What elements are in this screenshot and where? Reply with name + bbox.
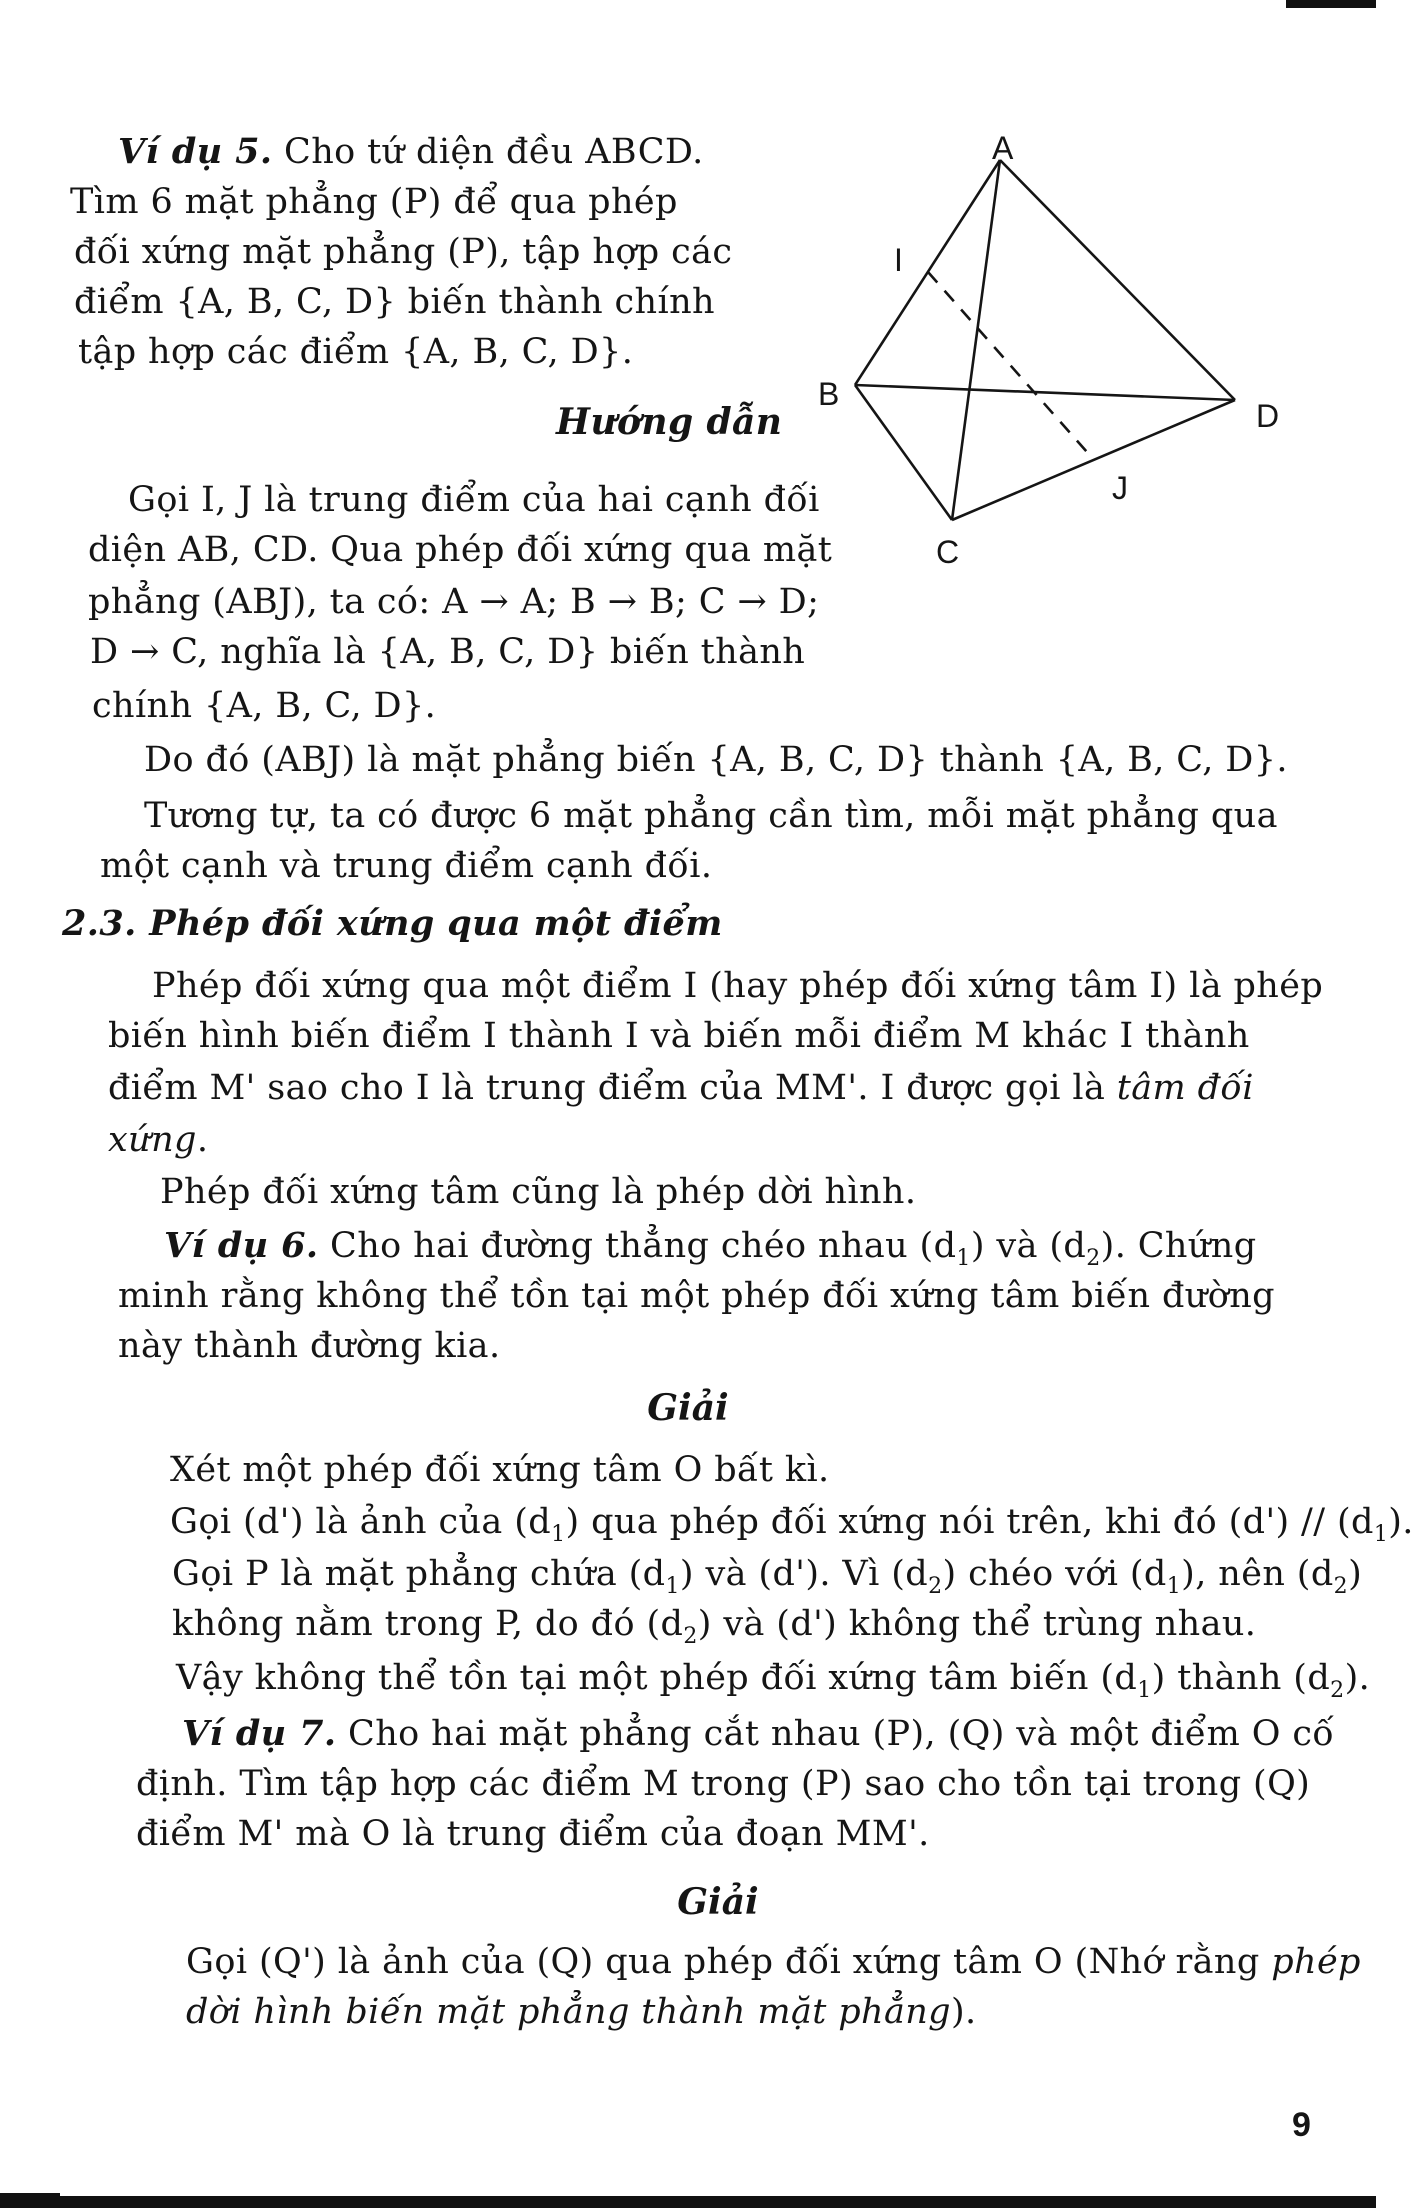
label-C: C xyxy=(936,534,960,570)
segment-IJ xyxy=(928,272,1094,460)
ex7-line-1 xyxy=(182,1712,1334,1756)
guide-line-4: D → C, nghĩa là {A, B, C, D} biến thành xyxy=(90,632,806,672)
ex5-line-5: tập hợp các điểm {A, B, C, D}. xyxy=(78,332,634,372)
sub-1: 1 xyxy=(665,1574,680,1599)
t: ). xyxy=(950,1992,977,2032)
sub-2: 2 xyxy=(1086,1246,1101,1271)
ex6-sol-2 xyxy=(170,1500,1414,1557)
edge-BC xyxy=(855,385,952,520)
ex5-line-4: điểm {A, B, C, D} biến thành chính xyxy=(74,282,715,322)
ex7-text: Cho hai mặt phẳng cắt nhau (P), (Q) và một điểm O cố xyxy=(336,1714,1335,1754)
t: Gọi (d') là ảnh của (d xyxy=(170,1502,552,1542)
ex7-sol-2 xyxy=(186,1990,977,2034)
scan-edge-top xyxy=(1286,0,1376,8)
t: ) và (d'). Vì (d xyxy=(679,1554,929,1594)
section-p2: Phép đối xứng tâm cũng là phép dời hình. xyxy=(160,1172,917,1212)
ex6-line-2: minh rằng không thể tồn tại một phép đối xứng tâm biến đường xyxy=(118,1276,1275,1316)
sub-2: 2 xyxy=(1330,1678,1345,1703)
t-italic: phép xyxy=(1271,1942,1361,1982)
sub-1: 1 xyxy=(551,1522,566,1547)
ex5-line-2: Tìm 6 mặt phẳng (P) để qua phép xyxy=(70,182,678,222)
t: Vậy không thể tồn tại một phép đối xứng tâm biến (d xyxy=(176,1658,1138,1698)
ex6-label: Ví dụ 6. xyxy=(164,1225,319,1266)
t: ). xyxy=(1344,1658,1371,1698)
label-I: I xyxy=(894,242,903,278)
ex5-line-1 xyxy=(118,130,704,174)
ex6-sol-5 xyxy=(176,1656,1370,1713)
t: ) qua phép đối xứng nói trên, khi đó (d') // (d xyxy=(565,1502,1374,1542)
ex6-text-c: ). Chứng xyxy=(1100,1226,1257,1266)
ex5-after-3: một cạnh và trung điểm cạnh đối. xyxy=(100,846,713,886)
guide-heading: Hướng dẫn xyxy=(556,401,783,443)
t: Gọi P là mặt phẳng chứa (d xyxy=(172,1554,666,1594)
ex7-sol-1 xyxy=(186,1940,1361,1984)
ex6-sol-4 xyxy=(172,1602,1256,1659)
p1-line4-end: . xyxy=(196,1120,209,1160)
ex5-text: Cho tứ diện đều ABCD. xyxy=(272,132,704,172)
sub-1: 1 xyxy=(956,1246,971,1271)
ex6-sol-1: Xét một phép đối xứng tâm O bất kì. xyxy=(170,1450,830,1490)
sub-2: 2 xyxy=(1333,1574,1349,1599)
ex5-after-1: Do đó (ABJ) là mặt phẳng biến {A, B, C, D} thành {A, B, C, D}. xyxy=(144,740,1288,780)
ex6-line-1 xyxy=(164,1224,1257,1281)
ex5-after-2: Tương tự, ta có được 6 mặt phẳng cần tìm, mỗi mặt phẳng qua xyxy=(144,796,1278,836)
term-center: tâm đối xyxy=(1116,1068,1254,1108)
ex7-line-2: định. Tìm tập hợp các điểm M trong (P) sao cho tồn tại trong (Q) xyxy=(136,1764,1311,1804)
ex6-sol-3 xyxy=(172,1552,1362,1609)
guide-line-5: chính {A, B, C, D}. xyxy=(92,686,437,726)
t: ). xyxy=(1388,1502,1414,1542)
sub-2: 2 xyxy=(928,1574,943,1599)
guide-line-2: diện AB, CD. Qua phép đối xứng qua mặt xyxy=(88,530,833,570)
sub-1: 1 xyxy=(1373,1522,1389,1547)
section-p1-line-4 xyxy=(108,1118,208,1162)
t: ) thành (d xyxy=(1151,1658,1331,1698)
p1-line3-text: điểm M' sao cho I là trung điểm của MM'. I được gọi là xyxy=(108,1068,1117,1108)
section-p1-line-1: Phép đối xứng qua một điểm I (hay phép đối xứng tâm I) là phép xyxy=(152,966,1324,1006)
t: ) và (d') không thể trùng nhau. xyxy=(697,1604,1257,1644)
label-J: J xyxy=(1112,470,1128,506)
guide-line-3: phẳng (ABJ), ta có: A → A; B → B; C → D; xyxy=(88,582,820,622)
edge-AD xyxy=(1000,160,1235,400)
ex7-label: Ví dụ 7. xyxy=(182,1713,337,1754)
section-p1-line-3 xyxy=(108,1066,1254,1110)
ex7-solution-heading: Giải xyxy=(677,1881,759,1923)
term-symmetry: xứng xyxy=(108,1120,197,1160)
t: ) chéo với (d xyxy=(942,1554,1167,1594)
tetrahedron-figure xyxy=(840,120,1270,560)
ex7-line-3: điểm M' mà O là trung điểm của đoạn MM'. xyxy=(136,1814,930,1854)
ex5-label: Ví dụ 5. xyxy=(118,131,273,172)
sub-1: 1 xyxy=(1137,1678,1152,1703)
ex6-line-3: này thành đường kia. xyxy=(118,1326,501,1366)
sub-1: 1 xyxy=(1166,1574,1182,1599)
ex6-solution-heading: Giải xyxy=(647,1387,729,1429)
ex6-text-a: Cho hai đường thẳng chéo nhau (d xyxy=(318,1226,957,1266)
page-number: 9 xyxy=(1292,2106,1311,2144)
label-D: D xyxy=(1256,398,1280,434)
t-italic: dời hình biến mặt phẳng thành mặt phẳng xyxy=(186,1992,951,2032)
t: không nằm trong P, do đó (d xyxy=(172,1604,684,1644)
ex5-line-3: đối xứng mặt phẳng (P), tập hợp các xyxy=(74,232,733,272)
sub-2: 2 xyxy=(683,1624,698,1649)
scan-edge-bottom-mark xyxy=(0,2193,60,2198)
edge-BD xyxy=(855,385,1235,400)
label-A: A xyxy=(992,130,1014,166)
ex6-text-b: ) và (d xyxy=(970,1226,1087,1266)
section-p1-line-2: biến hình biến điểm I thành I và biến mỗi điểm M khác I thành xyxy=(108,1016,1250,1056)
t: ) xyxy=(1348,1554,1363,1594)
scan-edge-bottom xyxy=(0,2196,1376,2208)
label-B: B xyxy=(818,376,840,412)
section-title: 2.3. Phép đối xứng qua một điểm xyxy=(62,903,723,944)
edge-AC xyxy=(952,160,1000,520)
t: Gọi (Q') là ảnh của (Q) qua phép đối xứng tâm O (Nhớ rằng xyxy=(186,1942,1272,1982)
t: ), nên (d xyxy=(1181,1554,1334,1594)
guide-line-1: Gọi I, J là trung điểm của hai cạnh đối xyxy=(128,480,820,520)
